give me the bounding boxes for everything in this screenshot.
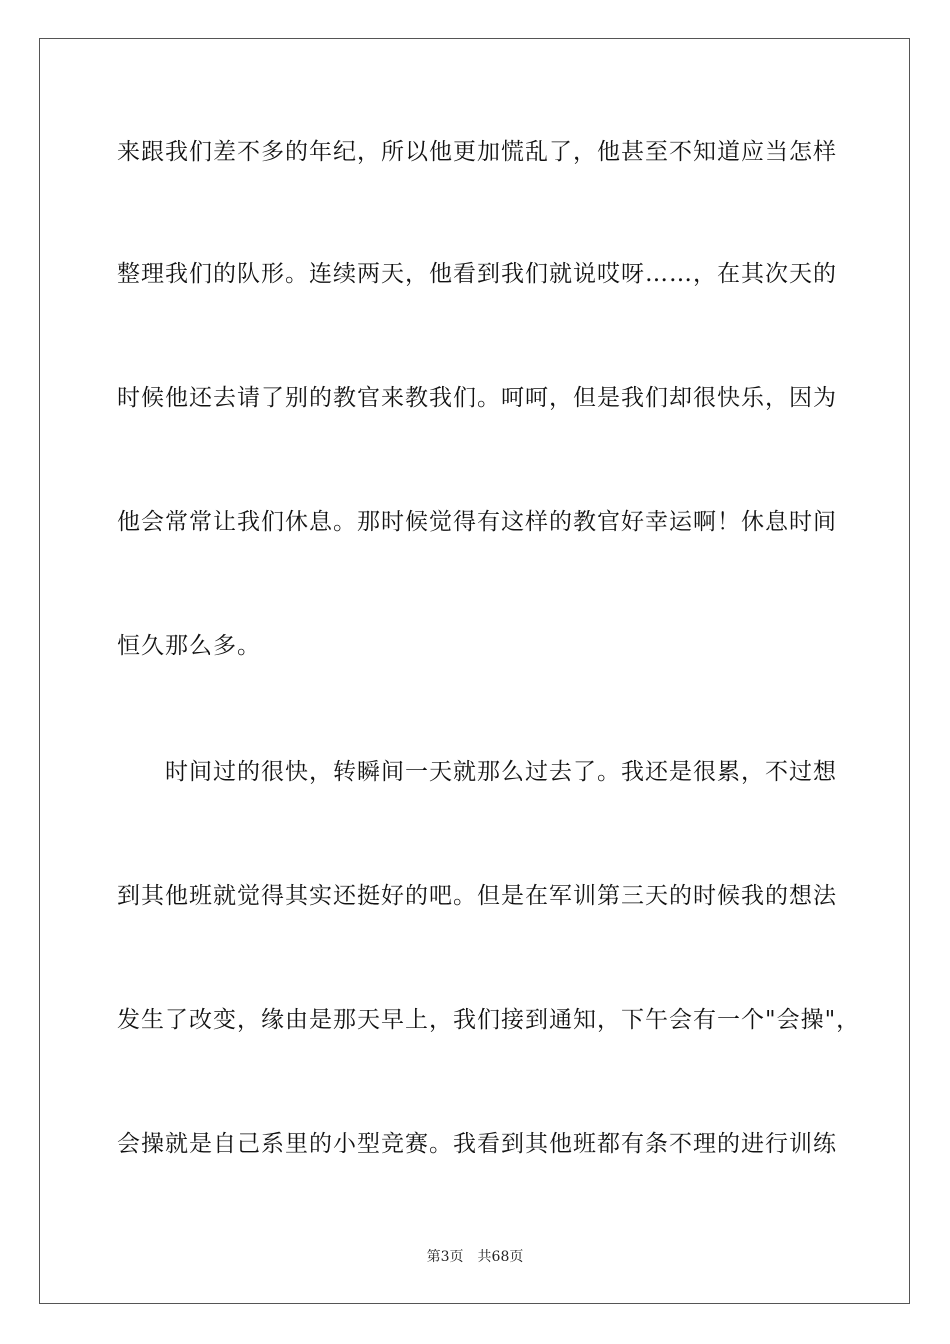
body-text-line-9: 会操就是自己系里的小型竞赛。我看到其他班都有条不理的进行训练 <box>117 1131 837 1157</box>
body-text-line-5: 恒久那么多。 <box>117 633 261 659</box>
page-border <box>39 38 910 1304</box>
total-pages: 共68页 <box>477 1249 524 1265</box>
body-text-line-1: 来跟我们差不多的年纪，所以他更加慌乱了，他甚至不知道应当怎样 <box>117 139 837 165</box>
body-text-line-4: 他会常常让我们休息。那时候觉得有这样的教官好幸运啊！休息时间 <box>117 509 837 535</box>
body-text-line-7: 到其他班就觉得其实还挺好的吧。但是在军训第三天的时候我的想法 <box>117 883 837 909</box>
body-text-line-2: 整理我们的队形。连续两天，他看到我们就说哎呀……，在其次天的 <box>117 261 837 287</box>
page-footer <box>0 1248 950 1266</box>
page-number: 第3页 <box>426 1249 464 1265</box>
body-text-line-8: 发生了改变，缘由是那天早上，我们接到通知，下午会有一个"会操"， <box>117 1007 861 1033</box>
body-text-line-3: 时候他还去请了别的教官来教我们。呵呵，但是我们却很快乐，因为 <box>117 385 837 411</box>
body-text-line-6: 时间过的很快，转瞬间一天就那么过去了。我还是很累，不过想 <box>165 759 837 785</box>
